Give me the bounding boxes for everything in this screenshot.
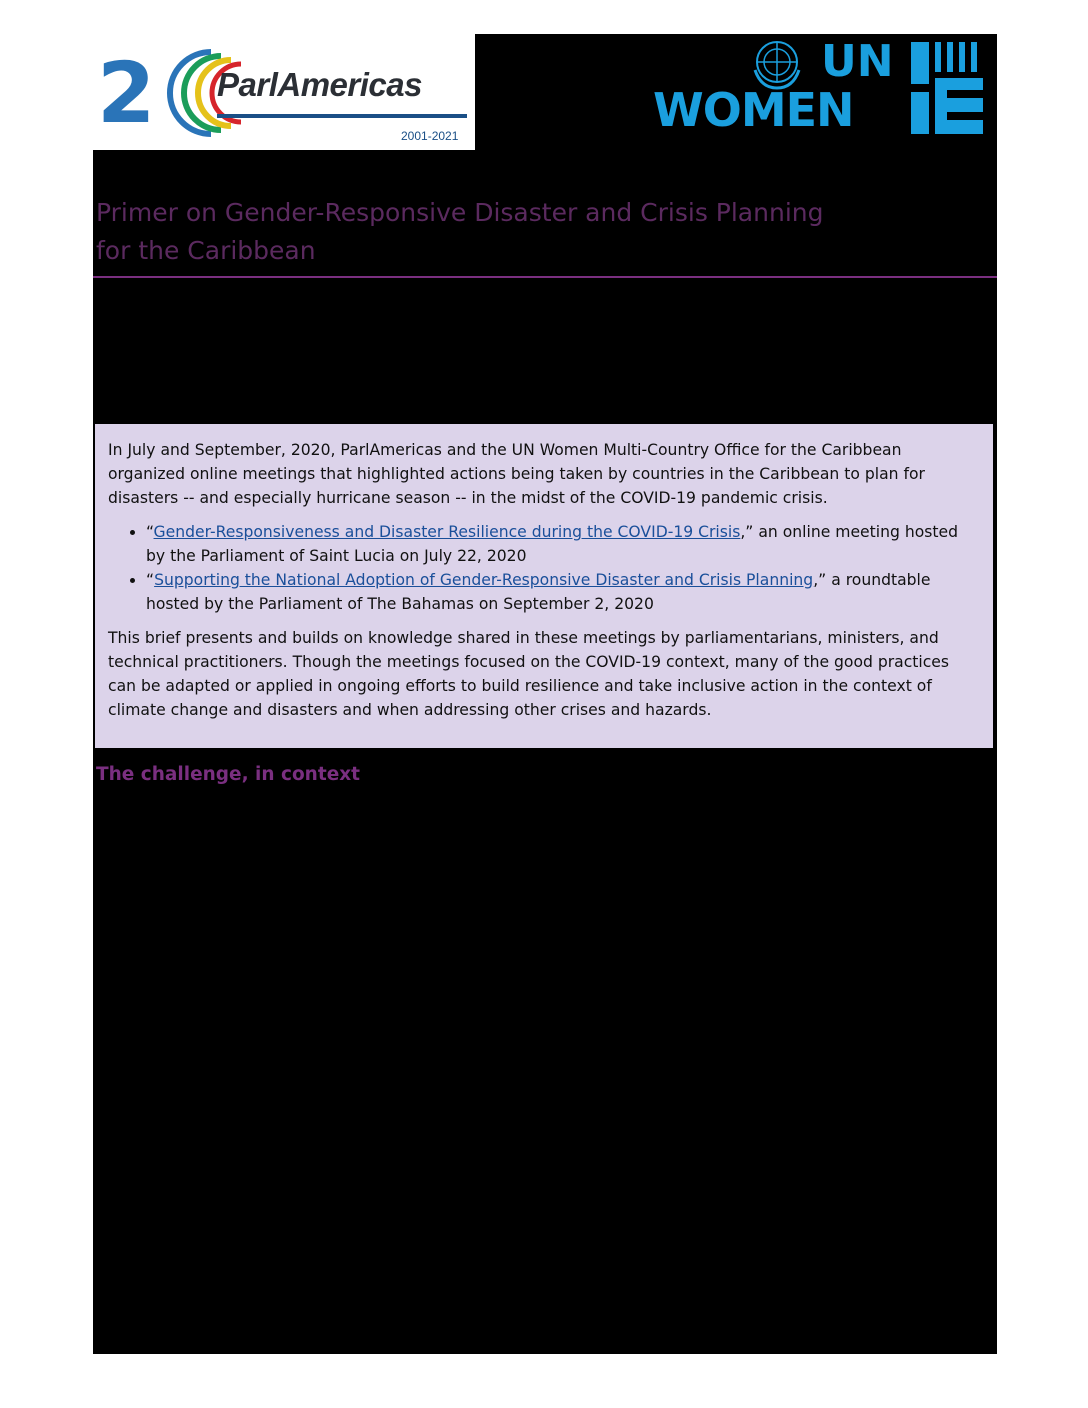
open-quote: “ (146, 571, 155, 589)
section-heading: The challenge, in context (96, 764, 361, 785)
parlamericas-years: 2001-2021 (401, 129, 459, 143)
document-page (93, 34, 997, 1354)
numeral-two: 2 (97, 44, 156, 142)
title-line-1: Primer on Gender-Responsive Disaster and Crisis Planning (96, 198, 824, 227)
women-wordmark: WOMEN (653, 83, 854, 137)
meeting-link-saint-lucia[interactable]: Gender-Responsiveness and Disaster Resilience during the COVID-19 Crisis (153, 523, 741, 541)
summary-intro: In July and September, 2020, ParlAmericas and the UN Women Multi-Country Office for the Caribbean organized online meetings that highlighted actions being taken by countries in the Caribbean to plan for disasters -- and especially hurricane season -- in the midst of the COVID-19 pandemic crisis. (108, 441, 925, 507)
list-item (146, 520, 980, 568)
summary-box (95, 424, 993, 748)
list-item (146, 568, 980, 616)
meeting-description: ,” a roundtable hosted by the Parliament of The Bahamas on September 2, 2020 (146, 571, 931, 613)
parlamericas-20-logo (93, 34, 475, 150)
meetings-list (108, 520, 980, 616)
open-quote: “ (146, 523, 154, 541)
un-women-logo (653, 36, 993, 140)
un-women-symbol-icon (907, 40, 991, 140)
un-wordmark: UN (821, 36, 894, 87)
meeting-link-bahamas[interactable]: Supporting the National Adoption of Gender-Responsive Disaster and Crisis Planning (154, 571, 814, 589)
meeting-description: ,” an online meeting hosted by the Parliament of Saint Lucia on July 22, 2020 (146, 523, 958, 565)
summary-closing: This brief presents and builds on knowledge shared in these meetings by parliamentarians, ministers, and technical practitioners. Though the meetings focused on the COVID-19 context, many of the good practices can be adapted or applied in ongoing efforts to build resilience and take inclusive action in the context of climate change and disasters and when addressing other crises and hazards. (108, 629, 950, 719)
title-divider (93, 276, 997, 278)
parlamericas-wordmark: ParlAmericas (217, 66, 422, 103)
title-line-2: for the Caribbean (96, 236, 316, 265)
document-title (96, 194, 896, 270)
